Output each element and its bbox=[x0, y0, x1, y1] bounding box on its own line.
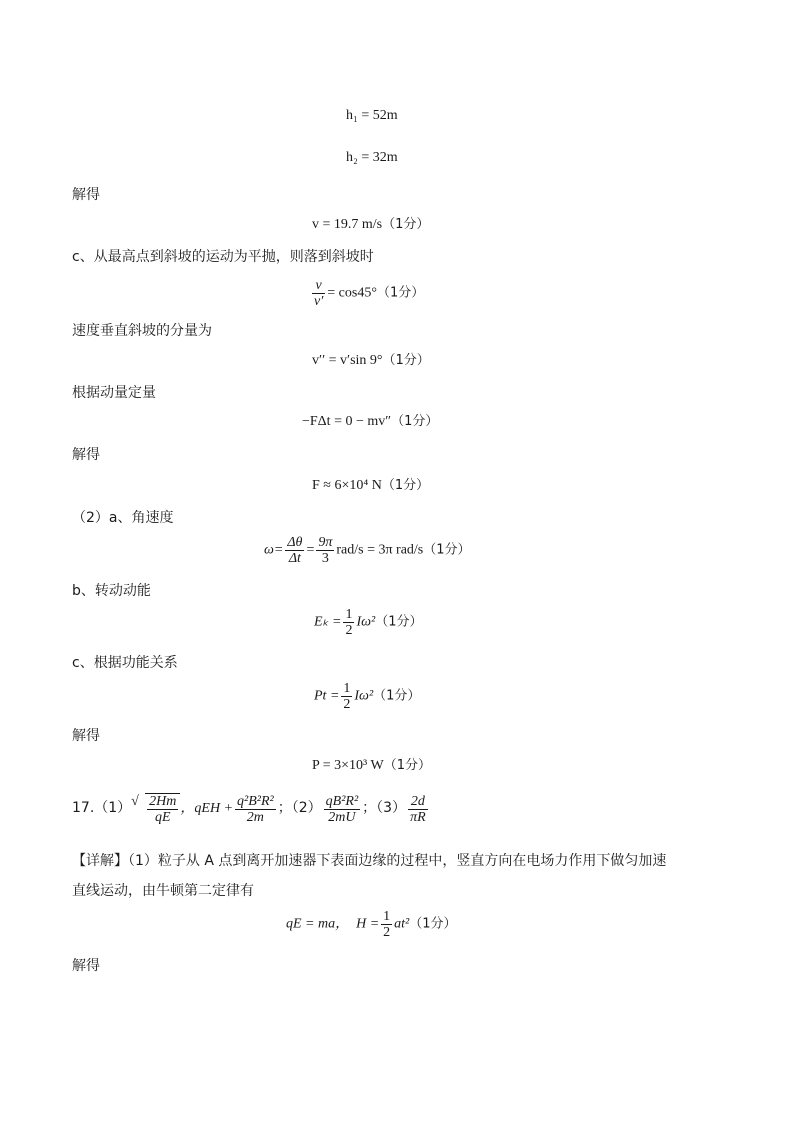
fraction-v-ratio: $\frac{v}{v'}$ bbox=[314, 278, 324, 309]
score-label: （1分） bbox=[382, 217, 430, 232]
score-label: （1分） bbox=[373, 688, 421, 704]
equation-ratio: $\frac{v}{v'}$ = cos45°（1分） bbox=[314, 278, 425, 309]
fraction-qb2r2-2mu: $\frac{\text{qB²R²}}{2mU}$ bbox=[325, 793, 359, 825]
score-label: （1分） bbox=[423, 542, 471, 558]
text-c2-label: c、根据功能关系 bbox=[72, 655, 178, 671]
equation-momentum: −FΔt = 0 − mv″（1分） bbox=[302, 414, 439, 429]
equation-omega: ω= $\frac{\Delta\theta}{\Delta t}$ = $\frac{9\pi}{3}$ rad/s = 3π rad/s（1分） bbox=[264, 535, 471, 566]
text-detail-line-2: 直线运动，由牛顿第二定律有 bbox=[72, 883, 254, 899]
score-label: （1分） bbox=[383, 758, 431, 773]
fraction-dtheta-dt: $\frac{\Delta\theta}{\Delta t}$ bbox=[287, 535, 303, 566]
equation-newton: qE = ma， H = $\frac{1}{2}$ at²（1分） bbox=[286, 909, 457, 940]
equation-h1: h₁ = 52m bbox=[346, 108, 398, 123]
sqrt-expression: √ $\frac{2Hm}{qE}$ bbox=[131, 793, 180, 825]
score-label: （1分） bbox=[381, 478, 430, 493]
equation-force: F ≈ 6×10⁴ N（1分） bbox=[312, 478, 430, 493]
question-number: 17.（1） bbox=[72, 800, 132, 817]
text-jiede-3: 解得 bbox=[72, 728, 100, 744]
text-vertical-component: 速度垂直斜坡的分量为 bbox=[72, 323, 212, 339]
equation-power: P = 3×10³ W（1分） bbox=[312, 758, 431, 773]
question-17-answers: 17.（1） √ $\frac{2Hm}{qE}$ ，qEH + $\frac{\text{q²B²R²}}{2m}$ ；（2） $\frac{\text{qB²R²}}{2mU}$ ；（3） $\frac{2d}{\pi R}$ bbox=[72, 793, 426, 825]
equation-h2: h₂ = 32m bbox=[346, 150, 398, 165]
fraction-half: $\frac{1}{2}$ bbox=[345, 607, 353, 638]
text-detail-line-1: 【详解】（1）粒子从 A 点到离开加速器下表面边缘的过程中，竖直方向在电场力作用下做匀加速 bbox=[72, 853, 667, 869]
equation-kinetic-energy: Eₖ = $\frac{1}{2}$ Iω²（1分） bbox=[314, 607, 423, 638]
fraction-half: $\frac{1}{2}$ bbox=[383, 909, 391, 940]
equation-vperp: v′′ = v′sin 9°（1分） bbox=[312, 353, 430, 368]
text-jiede-4: 解得 bbox=[72, 958, 100, 974]
text-jiede-1: 解得 bbox=[72, 187, 100, 203]
score-label: （1分） bbox=[376, 285, 425, 301]
score-label: （1分） bbox=[375, 614, 423, 630]
text-jiede-2: 解得 bbox=[72, 447, 100, 463]
score-label: （1分） bbox=[382, 353, 430, 368]
equation-velocity: v = 19.7 m/s（1分） bbox=[312, 217, 430, 232]
fraction-q2b2r2-2m: $\frac{\text{q²B²R²}}{2m}$ bbox=[237, 793, 274, 825]
equation-pt: Pt = $\frac{1}{2}$ Iω²（1分） bbox=[314, 681, 421, 712]
score-label: （1分） bbox=[409, 916, 457, 932]
score-label: （1分） bbox=[391, 414, 439, 429]
fraction-half: $\frac{1}{2}$ bbox=[343, 681, 351, 712]
text-momentum-label: 根据动量定量 bbox=[72, 385, 156, 401]
fraction-2d-pir: $\frac{2d}{\pi R}$ bbox=[410, 793, 426, 825]
fraction-9pi-3: $\frac{9\pi}{3}$ bbox=[318, 535, 333, 566]
text-part2-label: （2）a、角速度 bbox=[72, 510, 174, 526]
text-c-label: c、从最高点到斜坡的运动为平抛，则落到斜坡时 bbox=[72, 249, 374, 265]
text-b-label: b、转动动能 bbox=[72, 583, 151, 599]
